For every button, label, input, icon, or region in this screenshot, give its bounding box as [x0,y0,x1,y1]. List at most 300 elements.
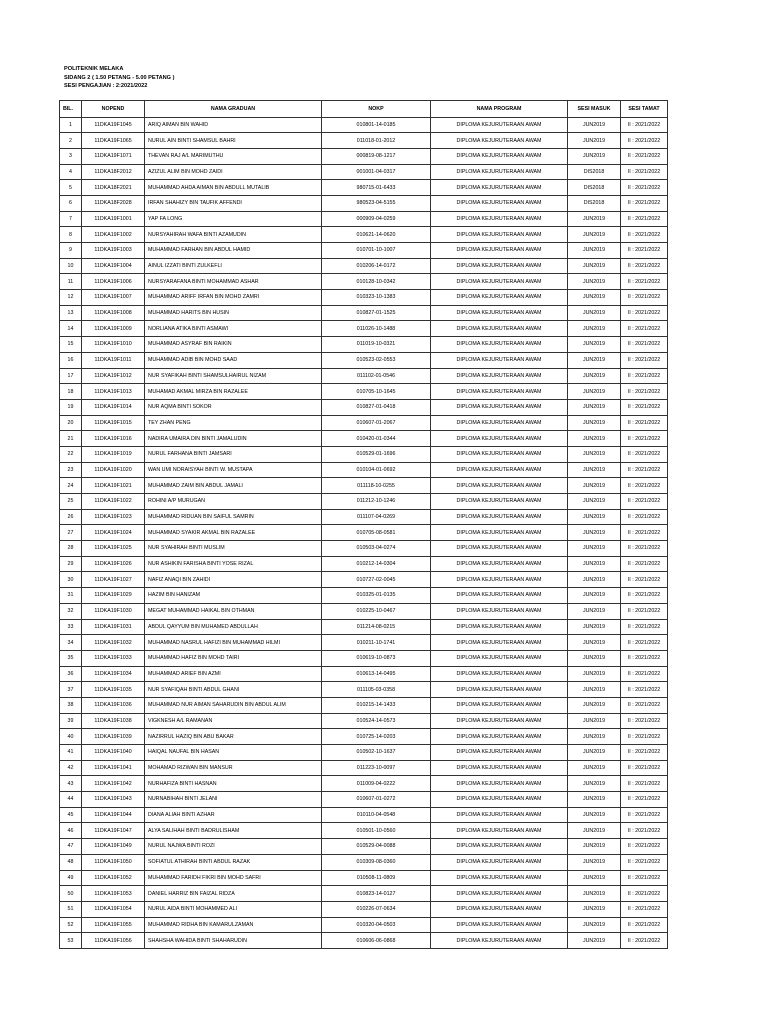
program-name-cell: DIPLOMA KEJURUTERAAN AWAM [431,635,568,651]
program-name-cell: DIPLOMA KEJURUTERAAN AWAM [431,446,568,462]
nokp-cell: 010320-04-0503 [322,917,431,933]
session-time: SIDANG 2 ( 1.50 PETANG - 5.00 PETANG ) [64,74,175,81]
nokp-cell: 011105-03-0358 [322,682,431,698]
intake-session-cell: DIS2018 [568,195,621,211]
row-number-cell: 51 [60,901,82,917]
intake-session-cell: JUN2019 [568,305,621,321]
academic-session: SESI PENGAJIAN : 2:2021/2022 [64,83,148,90]
row-number-cell: 8 [60,227,82,243]
table-row [60,603,668,619]
intake-session-cell: JUN2019 [568,886,621,902]
intake-session-cell: JUN2019 [568,462,621,478]
table-row [60,713,668,729]
graduate-name-cell: MUHAMMAD ARIFF IRFAN BIN MOHD ZAMRI [145,290,322,306]
completion-session-cell: II : 2021/2022 [621,431,668,447]
row-number-cell: 47 [60,839,82,855]
table-row [60,211,668,227]
nopend-cell: 11DKA19F1016 [82,431,145,447]
nokp-cell: 010827-01-0418 [322,399,431,415]
row-number-cell: 43 [60,776,82,792]
nokp-cell: 010128-10-0342 [322,274,431,290]
nopend-cell: 11DKA19F1036 [82,697,145,713]
table-row [60,588,668,604]
table-row [60,133,668,149]
completion-session-cell: II : 2021/2022 [621,729,668,745]
table-body [60,117,668,948]
intake-session-cell: JUN2019 [568,854,621,870]
nokp-cell: 980523-04-5155 [322,195,431,211]
row-number-cell: 31 [60,588,82,604]
program-name-cell: DIPLOMA KEJURUTERAAN AWAM [431,431,568,447]
nopend-cell: 11DKA19F1047 [82,823,145,839]
row-number-cell: 19 [60,399,82,415]
nokp-cell: 011102-01-0546 [322,368,431,384]
graduate-name-cell: NUR ASHIKIN FARISHA BINTI YOSE RIZAL [145,556,322,572]
graduate-name-cell: MUHAMMAD ARIEF BIN AZMI [145,666,322,682]
row-number-cell: 39 [60,713,82,729]
graduate-name-cell: MUHAMAD AKMAL MIRZA BIN RAZALEE [145,384,322,400]
nopend-cell: 11DKA19F1020 [82,462,145,478]
table-row [60,917,668,933]
table-row [60,258,668,274]
nopend-cell: 11DKA19F1052 [82,870,145,886]
program-name-cell: DIPLOMA KEJURUTERAAN AWAM [431,729,568,745]
table-row [60,399,668,415]
completion-session-cell: II : 2021/2022 [621,290,668,306]
completion-session-cell: II : 2021/2022 [621,494,668,510]
program-name-cell: DIPLOMA KEJURUTERAAN AWAM [431,462,568,478]
row-number-cell: 33 [60,619,82,635]
column-header-bil: BIL. [60,101,82,118]
column-header-nopend: NOPEND [82,101,145,118]
row-number-cell: 29 [60,556,82,572]
nopend-cell: 11DKA19F1004 [82,258,145,274]
graduate-name-cell: SOFIATUL ATHIRAH BINTI ABDUL RAZAK [145,854,322,870]
completion-session-cell: II : 2021/2022 [621,917,668,933]
table-row [60,274,668,290]
nokp-cell: 010212-14-0304 [322,556,431,572]
graduate-name-cell: AZIZUL ALIM BIN MOHD ZAIDI [145,164,322,180]
nokp-cell: 010705-10-1645 [322,384,431,400]
nokp-cell: 010226-07-0634 [322,901,431,917]
intake-session-cell: JUN2019 [568,933,621,949]
nopend-cell: 11DKA19F1025 [82,541,145,557]
table-row [60,415,668,431]
intake-session-cell: JUN2019 [568,133,621,149]
program-name-cell: DIPLOMA KEJURUTERAAN AWAM [431,258,568,274]
table-row [60,337,668,353]
table-row [60,227,668,243]
graduate-name-cell: TEY ZHAN PENG [145,415,322,431]
nokp-cell: 010725-14-0203 [322,729,431,745]
nopend-cell: 11DKA19F1027 [82,572,145,588]
program-name-cell: DIPLOMA KEJURUTERAAN AWAM [431,274,568,290]
intake-session-cell: JUN2019 [568,823,621,839]
nokp-cell: 000909-04-0259 [322,211,431,227]
nokp-cell: 011018-01-2012 [322,133,431,149]
intake-session-cell: JUN2019 [568,807,621,823]
graduate-name-cell: MUHAMMAD ADIB BIN MOHD SAAD [145,352,322,368]
intake-session-cell: JUN2019 [568,227,621,243]
table-row [60,854,668,870]
intake-session-cell: JUN2019 [568,792,621,808]
table-row [60,431,668,447]
row-number-cell: 32 [60,603,82,619]
row-number-cell: 36 [60,666,82,682]
completion-session-cell: II : 2021/2022 [621,745,668,761]
nokp-cell: 000819-08-1217 [322,148,431,164]
graduate-name-cell: NAFIZ ANAQI BIN ZAHIDI [145,572,322,588]
nokp-cell: 010211-10-1741 [322,635,431,651]
graduate-name-cell: HAIQAL NAUFAL BIN HASAN [145,745,322,761]
nokp-cell: 010215-14-1433 [322,697,431,713]
completion-session-cell: II : 2021/2022 [621,682,668,698]
nokp-cell: 010801-14-0185 [322,117,431,133]
graduate-name-cell: NAZIRRUL HAZIQ BIN ABU BAKAR [145,729,322,745]
row-number-cell: 53 [60,933,82,949]
program-name-cell: DIPLOMA KEJURUTERAAN AWAM [431,886,568,902]
nokp-cell: 010607-01-0272 [322,792,431,808]
program-name-cell: DIPLOMA KEJURUTERAAN AWAM [431,745,568,761]
table-row [60,462,668,478]
graduate-name-cell: SHAHSHA WAHIDA BINTI SHAHARUDIN [145,933,322,949]
completion-session-cell: II : 2021/2022 [621,305,668,321]
completion-session-cell: II : 2021/2022 [621,337,668,353]
intake-session-cell: JUN2019 [568,321,621,337]
intake-session-cell: JUN2019 [568,384,621,400]
row-number-cell: 30 [60,572,82,588]
completion-session-cell: II : 2021/2022 [621,886,668,902]
completion-session-cell: II : 2021/2022 [621,541,668,557]
table-row [60,870,668,886]
graduate-name-cell: THEVAN RAJ A/L MARIMUTHU [145,148,322,164]
nopend-cell: 11DKA19F1021 [82,478,145,494]
program-name-cell: DIPLOMA KEJURUTERAAN AWAM [431,290,568,306]
program-name-cell: DIPLOMA KEJURUTERAAN AWAM [431,760,568,776]
nokp-cell: 011019-10-0321 [322,337,431,353]
intake-session-cell: JUN2019 [568,713,621,729]
nopend-cell: 11DKA19F1042 [82,776,145,792]
graduate-name-cell: VIGKNESH A/L RAMANAN [145,713,322,729]
intake-session-cell: JUN2019 [568,745,621,761]
nokp-cell: 001001-04-0317 [322,164,431,180]
completion-session-cell: II : 2021/2022 [621,760,668,776]
completion-session-cell: II : 2021/2022 [621,227,668,243]
completion-session-cell: II : 2021/2022 [621,321,668,337]
row-number-cell: 46 [60,823,82,839]
nopend-cell: 11DKA18F2012 [82,164,145,180]
table-row [60,494,668,510]
program-name-cell: DIPLOMA KEJURUTERAAN AWAM [431,792,568,808]
program-name-cell: DIPLOMA KEJURUTERAAN AWAM [431,619,568,635]
program-name-cell: DIPLOMA KEJURUTERAAN AWAM [431,776,568,792]
intake-session-cell: JUN2019 [568,399,621,415]
graduate-name-cell: NURUL AIDA BINTI MOHAMMED ALI [145,901,322,917]
nopend-cell: 11DKA19F1053 [82,886,145,902]
graduate-name-cell: MEGAT MUHAMMAD HAIKAL BIN OTHMAN [145,603,322,619]
nopend-cell: 11DKA19F1001 [82,211,145,227]
program-name-cell: DIPLOMA KEJURUTERAAN AWAM [431,211,568,227]
nokp-cell: 010613-14-0495 [322,666,431,682]
nopend-cell: 11DKA18F2028 [82,195,145,211]
completion-session-cell: II : 2021/2022 [621,274,668,290]
table-row [60,446,668,462]
table-row [60,901,668,917]
completion-session-cell: II : 2021/2022 [621,478,668,494]
graduate-name-cell: MUHAMMAD HARITS BIN HUSIN [145,305,322,321]
row-number-cell: 21 [60,431,82,447]
completion-session-cell: II : 2021/2022 [621,713,668,729]
program-name-cell: DIPLOMA KEJURUTERAAN AWAM [431,603,568,619]
column-header-sesi-tamat: SESI TAMAT [621,101,668,118]
program-name-cell: DIPLOMA KEJURUTERAAN AWAM [431,933,568,949]
completion-session-cell: II : 2021/2022 [621,792,668,808]
row-number-cell: 5 [60,180,82,196]
row-number-cell: 45 [60,807,82,823]
row-number-cell: 10 [60,258,82,274]
nokp-cell: 010619-10-0873 [322,650,431,666]
row-number-cell: 37 [60,682,82,698]
completion-session-cell: II : 2021/2022 [621,446,668,462]
row-number-cell: 28 [60,541,82,557]
table-row [60,823,668,839]
intake-session-cell: JUN2019 [568,635,621,651]
nopend-cell: 11DKA19F1031 [82,619,145,635]
nopend-cell: 11DKA19F1014 [82,399,145,415]
graduate-name-cell: NORLIANA ATIKA BINTI ASMAWI [145,321,322,337]
program-name-cell: DIPLOMA KEJURUTERAAN AWAM [431,713,568,729]
table-row [60,635,668,651]
table-row [60,541,668,557]
graduate-name-cell: ROHINI A/P MURUGAN [145,494,322,510]
table-row [60,509,668,525]
graduate-name-cell: HAZIM BIN HANIZAM [145,588,322,604]
column-header-sesi-masuk: SESI MASUK [568,101,621,118]
completion-session-cell: II : 2021/2022 [621,556,668,572]
nokp-cell: 010727-02-0045 [322,572,431,588]
row-number-cell: 42 [60,760,82,776]
graduate-name-cell: MUHAMMAD ZAIM BIN ABDUL JAMALI [145,478,322,494]
graduate-name-cell: NUR SYAHIRAH BINTI MUSLIM [145,541,322,557]
intake-session-cell: JUN2019 [568,211,621,227]
row-number-cell: 38 [60,697,82,713]
intake-session-cell: JUN2019 [568,760,621,776]
graduate-name-cell: MUHAMMAD SYAKIR AKMAL BIN RAZALEE [145,525,322,541]
completion-session-cell: II : 2021/2022 [621,588,668,604]
completion-session-cell: II : 2021/2022 [621,901,668,917]
graduate-table [59,100,668,949]
nokp-cell: 010529-04-0088 [322,839,431,855]
nokp-cell: 010621-14-0620 [322,227,431,243]
nokp-cell: 010705-08-0581 [322,525,431,541]
nopend-cell: 11DKA19F1011 [82,352,145,368]
nokp-cell: 011118-10-0255 [322,478,431,494]
completion-session-cell: II : 2021/2022 [621,415,668,431]
row-number-cell: 49 [60,870,82,886]
table-row [60,619,668,635]
table-row [60,886,668,902]
row-number-cell: 11 [60,274,82,290]
nokp-cell: 011009-04-0222 [322,776,431,792]
nopend-cell: 11DKA19F1044 [82,807,145,823]
table-row [60,478,668,494]
program-name-cell: DIPLOMA KEJURUTERAAN AWAM [431,148,568,164]
nopend-cell: 11DKA19F1055 [82,917,145,933]
intake-session-cell: JUN2019 [568,901,621,917]
program-name-cell: DIPLOMA KEJURUTERAAN AWAM [431,807,568,823]
graduate-name-cell: MUHAMMAD HAFIZ BIN MOHD TAIRI [145,650,322,666]
graduate-name-cell: MUHAMMAD RIDUAN BIN SAIFUL SAMRIN [145,509,322,525]
nopend-cell: 11DKA19F1034 [82,666,145,682]
row-number-cell: 3 [60,148,82,164]
intake-session-cell: JUN2019 [568,666,621,682]
program-name-cell: DIPLOMA KEJURUTERAAN AWAM [431,682,568,698]
nopend-cell: 11DKA19F1050 [82,854,145,870]
row-number-cell: 23 [60,462,82,478]
graduate-name-cell: MUHAMMAD AHDA AIMAN BIN ABDULL MUTALIB [145,180,322,196]
column-header-nama-graduan: NAMA GRADUAN [145,101,322,118]
row-number-cell: 14 [60,321,82,337]
intake-session-cell: DIS2018 [568,164,621,180]
program-name-cell: DIPLOMA KEJURUTERAAN AWAM [431,195,568,211]
row-number-cell: 18 [60,384,82,400]
intake-session-cell: JUN2019 [568,729,621,745]
nopend-cell: 11DKA19F1023 [82,509,145,525]
graduate-name-cell: AINUL IZZATI BINTI ZULKEFLI [145,258,322,274]
nokp-cell: 010104-01-0692 [322,462,431,478]
intake-session-cell: JUN2019 [568,839,621,855]
graduate-name-cell: NUR SYAFIKAH BINTI SHAMSULHAIRUL NIZAM [145,368,322,384]
intake-session-cell: JUN2019 [568,588,621,604]
intake-session-cell: JUN2019 [568,337,621,353]
program-name-cell: DIPLOMA KEJURUTERAAN AWAM [431,415,568,431]
nopend-cell: 11DKA19F1024 [82,525,145,541]
intake-session-cell: JUN2019 [568,274,621,290]
table-row [60,180,668,196]
program-name-cell: DIPLOMA KEJURUTERAAN AWAM [431,243,568,259]
table-row [60,321,668,337]
program-name-cell: DIPLOMA KEJURUTERAAN AWAM [431,478,568,494]
program-name-cell: DIPLOMA KEJURUTERAAN AWAM [431,384,568,400]
completion-session-cell: II : 2021/2022 [621,211,668,227]
row-number-cell: 26 [60,509,82,525]
nopend-cell: 11DKA19F1003 [82,243,145,259]
column-header-nama-program: NAMA PROGRAM [431,101,568,118]
program-name-cell: DIPLOMA KEJURUTERAAN AWAM [431,368,568,384]
nopend-cell: 11DKA19F1008 [82,305,145,321]
intake-session-cell: JUN2019 [568,776,621,792]
row-number-cell: 41 [60,745,82,761]
table-row [60,352,668,368]
completion-session-cell: II : 2021/2022 [621,870,668,886]
completion-session-cell: II : 2021/2022 [621,619,668,635]
intake-session-cell: JUN2019 [568,682,621,698]
intake-session-cell: JUN2019 [568,650,621,666]
program-name-cell: DIPLOMA KEJURUTERAAN AWAM [431,556,568,572]
program-name-cell: DIPLOMA KEJURUTERAAN AWAM [431,917,568,933]
completion-session-cell: II : 2021/2022 [621,933,668,949]
graduate-name-cell: MUHAMMAD ASYRAF BIN RAIKIN [145,337,322,353]
intake-session-cell: JUN2019 [568,494,621,510]
nopend-cell: 11DKA19F1054 [82,901,145,917]
nopend-cell: 11DKA19F1043 [82,792,145,808]
program-name-cell: DIPLOMA KEJURUTERAAN AWAM [431,666,568,682]
completion-session-cell: II : 2021/2022 [621,258,668,274]
graduate-name-cell: NUR AQMA BINTI SOKOR [145,399,322,415]
row-number-cell: 27 [60,525,82,541]
completion-session-cell: II : 2021/2022 [621,243,668,259]
completion-session-cell: II : 2021/2022 [621,603,668,619]
table-row [60,745,668,761]
completion-session-cell: II : 2021/2022 [621,854,668,870]
table-row [60,697,668,713]
intake-session-cell: JUN2019 [568,117,621,133]
nopend-cell: 11DKA18F2021 [82,180,145,196]
nopend-cell: 11DKA19F1032 [82,635,145,651]
row-number-cell: 12 [60,290,82,306]
nopend-cell: 11DKA19F1029 [82,588,145,604]
table-row [60,650,668,666]
nokp-cell: 010225-10-0467 [322,603,431,619]
nopend-cell: 11DKA19F1015 [82,415,145,431]
nopend-cell: 11DKA19F1056 [82,933,145,949]
intake-session-cell: JUN2019 [568,478,621,494]
nokp-cell: 010110-04-0548 [322,807,431,823]
completion-session-cell: II : 2021/2022 [621,666,668,682]
nokp-cell: 010523-02-0553 [322,352,431,368]
program-name-cell: DIPLOMA KEJURUTERAAN AWAM [431,164,568,180]
intake-session-cell: JUN2019 [568,870,621,886]
graduate-name-cell: DANIEL HARRIZ BIN FAIZAL RIDZA [145,886,322,902]
intake-session-cell: JUN2019 [568,446,621,462]
program-name-cell: DIPLOMA KEJURUTERAAN AWAM [431,901,568,917]
program-name-cell: DIPLOMA KEJURUTERAAN AWAM [431,525,568,541]
graduate-name-cell: NURSYAHIRAH WAFA BINTI AZAMUDIN [145,227,322,243]
program-name-cell: DIPLOMA KEJURUTERAAN AWAM [431,337,568,353]
intake-session-cell: JUN2019 [568,290,621,306]
completion-session-cell: II : 2021/2022 [621,697,668,713]
intake-session-cell: JUN2019 [568,148,621,164]
nopend-cell: 11DKA19F1012 [82,368,145,384]
completion-session-cell: II : 2021/2022 [621,133,668,149]
completion-session-cell: II : 2021/2022 [621,776,668,792]
table-row [60,305,668,321]
intake-session-cell: DIS2018 [568,180,621,196]
completion-session-cell: II : 2021/2022 [621,635,668,651]
program-name-cell: DIPLOMA KEJURUTERAAN AWAM [431,305,568,321]
completion-session-cell: II : 2021/2022 [621,352,668,368]
graduate-name-cell: YAP FA LONG [145,211,322,227]
row-number-cell: 20 [60,415,82,431]
nokp-cell: 010502-10-1637 [322,745,431,761]
nokp-cell: 010501-10-0560 [322,823,431,839]
nokp-cell: 010606-06-0868 [322,933,431,949]
nokp-cell: 010420-01-0344 [322,431,431,447]
nokp-cell: 010827-01-1525 [322,305,431,321]
table-row [60,290,668,306]
graduate-name-cell: NURHAFIZA BINTI HASNAN [145,776,322,792]
nopend-cell: 11DKA19F1009 [82,321,145,337]
table-row [60,760,668,776]
row-number-cell: 40 [60,729,82,745]
completion-session-cell: II : 2021/2022 [621,823,668,839]
intake-session-cell: JUN2019 [568,431,621,447]
row-number-cell: 44 [60,792,82,808]
graduate-name-cell: MUHAMMAD NUR AIMAN SAHARUDIN BIN ABDUL ALIM [145,697,322,713]
row-number-cell: 50 [60,886,82,902]
institution-name: POLITEKNIK MELAKA [64,66,124,72]
row-number-cell: 25 [60,494,82,510]
